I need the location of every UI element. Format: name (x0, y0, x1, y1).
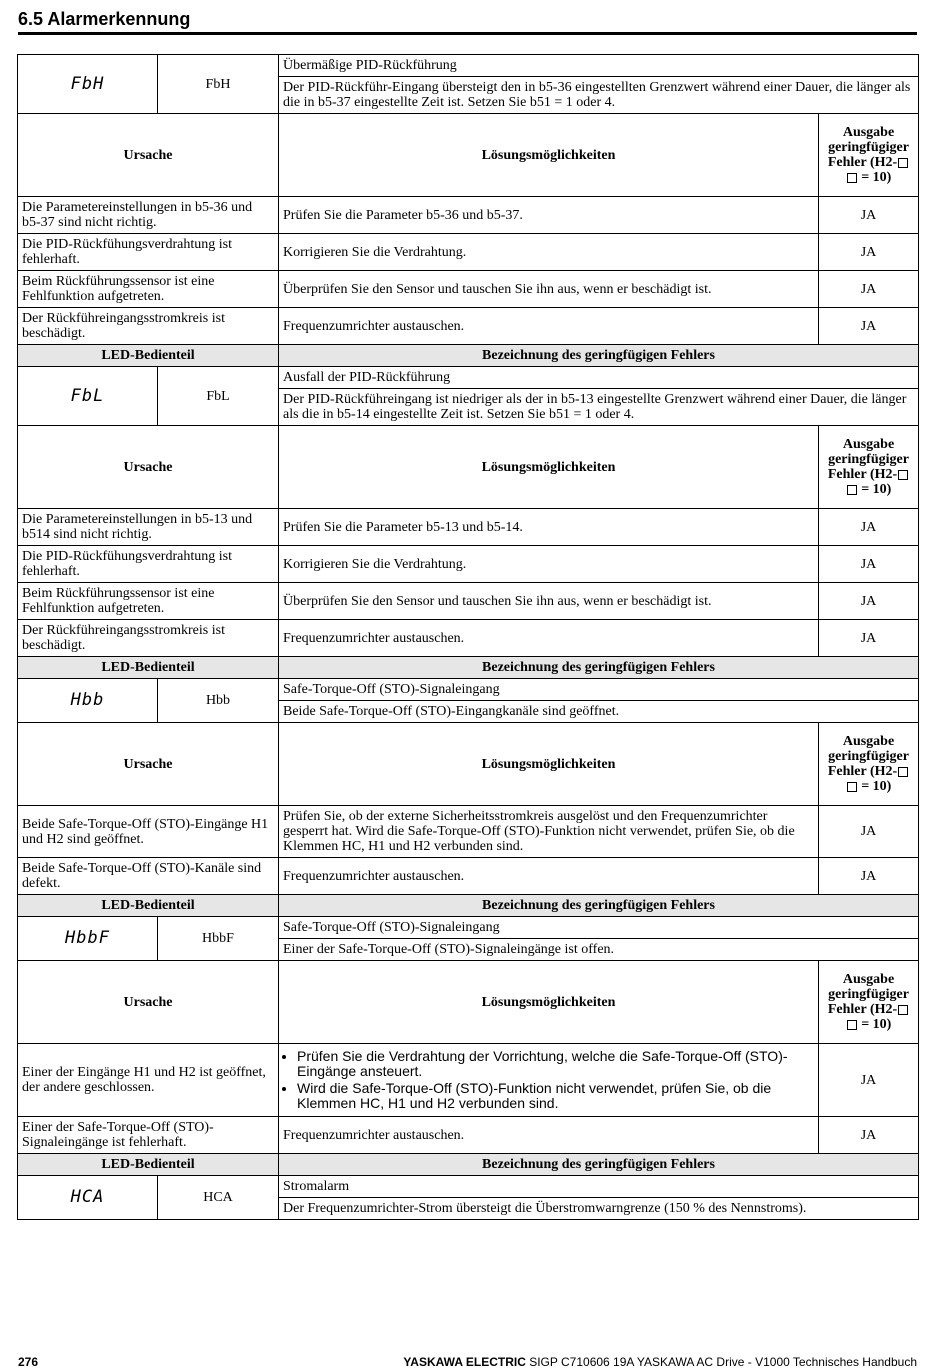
alarm-description: Der Frequenzumrichter-Strom übersteigt die Überstromwarngrenze (150 % des Nennstroms). (279, 1198, 919, 1220)
alarm-table (17, 54, 919, 1220)
cause-row (18, 546, 919, 583)
alarm-code: HCA (158, 1176, 279, 1220)
remedy-bullet: • Prüfen Sie die Verdrahtung der Vorrichtung, welche die Safe-Torque-Off (STO)-Eingänge ansteuert. (297, 1049, 814, 1079)
alarm-code: HbbF (158, 917, 279, 961)
placeholder-box-icon (847, 485, 857, 495)
output-value: JA (819, 308, 919, 345)
section-header-row (18, 1154, 919, 1176)
output-value: JA (819, 583, 919, 620)
cause-text: Die PID-Rückfühungsverdrahtung ist fehlerhaft. (18, 546, 279, 583)
section-title: 6.5 Alarmerkennung (18, 9, 191, 29)
page-number: 276 (18, 1355, 39, 1369)
cause-text: Einer der Safe-Torque-Off (STO)-Signaleingänge ist fehlerhaft. (18, 1117, 279, 1154)
alarm-name: Übermäßige PID-Rückführung (279, 55, 919, 77)
led-panel-header: LED-Bedienteil (18, 657, 279, 679)
remedy-text: Überprüfen Sie den Sensor und tauschen Sie ihn aus, wenn er beschädigt ist. (279, 271, 819, 308)
section-header-row (18, 657, 919, 679)
cause-header-row (18, 723, 919, 806)
cause-text: Beim Rückführungssensor ist eine Fehlfunktion aufgetreten. (18, 271, 279, 308)
cause-row (18, 620, 919, 657)
remedy-text: Überprüfen Sie den Sensor und tauschen Sie ihn aus, wenn er beschädigt ist. (279, 583, 819, 620)
alarm-code: Hbb (158, 679, 279, 723)
cause-header-row (18, 426, 919, 509)
placeholder-box-icon (898, 158, 908, 168)
cause-row (18, 1117, 919, 1154)
alarm-name: Ausfall der PID-Rückführung (279, 367, 919, 389)
led-display-code: HbbF (18, 917, 158, 961)
remedy-text: Korrigieren Sie die Verdrahtung. (279, 234, 819, 271)
cause-text: Die Parametereinstellungen in b5-36 und b5-37 sind nicht richtig. (18, 197, 279, 234)
header-rule (18, 32, 917, 35)
cause-row (18, 583, 919, 620)
remedy-text (279, 1044, 819, 1117)
cause-text: Der Rückführeingangsstromkreis ist beschädigt. (18, 620, 279, 657)
cause-header-row (18, 114, 919, 197)
alarm-name-row (18, 1176, 919, 1198)
remedy-text: Prüfen Sie die Parameter b5-36 und b5-37. (279, 197, 819, 234)
remedy-text: Prüfen Sie die Parameter b5-13 und b5-14. (279, 509, 819, 546)
remedy-text: Frequenzumrichter austauschen. (279, 858, 819, 895)
cause-row (18, 234, 919, 271)
alarm-name-row (18, 917, 919, 939)
output-value: JA (819, 620, 919, 657)
remedy-header: Lösungsmöglichkeiten (279, 426, 819, 509)
output-header-text: = 10) (857, 1017, 892, 1032)
alarm-name-row (18, 679, 919, 701)
footer-brand: YASKAWA ELECTRIC (403, 1355, 526, 1369)
remedy-header: Lösungsmöglichkeiten (279, 723, 819, 806)
cause-row (18, 308, 919, 345)
cause-text: Einer der Eingänge H1 und H2 ist geöffnet, der andere geschlossen. (18, 1044, 279, 1117)
alarm-code: FbH (158, 55, 279, 114)
fault-name-header: Bezeichnung des geringfügigen Fehlers (279, 1154, 919, 1176)
output-value: JA (819, 858, 919, 895)
led-display-code: FbH (18, 55, 158, 114)
placeholder-box-icon (898, 767, 908, 777)
alarm-name-row (18, 367, 919, 389)
remedy-header: Lösungsmöglichkeiten (279, 114, 819, 197)
alarm-name-row (18, 55, 919, 77)
fault-name-header: Bezeichnung des geringfügigen Fehlers (279, 345, 919, 367)
cause-header: Ursache (18, 961, 279, 1044)
cause-row (18, 509, 919, 546)
placeholder-box-icon (847, 173, 857, 183)
alarm-description: Der PID-Rückführeingang ist niedriger als der in b5-13 eingestellte Grenzwert während einer Dauer, die länger als die in b5-14 eingestellte Zeit ist. Setzen Sie b51 = 1 oder 4. (279, 389, 919, 426)
output-header-text: Ausgabe geringfügiger Fehler (H2- (827, 734, 909, 779)
cause-row (18, 806, 919, 858)
output-header-text: Ausgabe geringfügiger Fehler (H2- (827, 125, 909, 170)
led-display-code: Hbb (18, 679, 158, 723)
cause-row (18, 1044, 919, 1117)
output-header (819, 723, 919, 806)
cause-text: Beide Safe-Torque-Off (STO)-Kanäle sind defekt. (18, 858, 279, 895)
page-header (18, 8, 917, 35)
output-value: JA (819, 1044, 919, 1117)
cause-text: Beide Safe-Torque-Off (STO)-Eingänge H1 und H2 sind geöffnet. (18, 806, 279, 858)
fault-name-header: Bezeichnung des geringfügigen Fehlers (279, 895, 919, 917)
output-header-text: Ausgabe geringfügiger Fehler (H2- (827, 437, 909, 482)
output-header (819, 961, 919, 1044)
cause-text: Die Parametereinstellungen in b5-13 und b514 sind nicht richtig. (18, 509, 279, 546)
cause-header-row (18, 961, 919, 1044)
remedy-text: Frequenzumrichter austauschen. (279, 308, 819, 345)
cause-text: Beim Rückführungssensor ist eine Fehlfunktion aufgetreten. (18, 583, 279, 620)
alarm-name: Safe-Torque-Off (STO)-Signaleingang (279, 679, 919, 701)
output-header-text: = 10) (857, 482, 892, 497)
led-panel-header: LED-Bedienteil (18, 895, 279, 917)
alarm-name: Safe-Torque-Off (STO)-Signaleingang (279, 917, 919, 939)
output-value: JA (819, 234, 919, 271)
alarm-name: Stromalarm (279, 1176, 919, 1198)
remedy-header: Lösungsmöglichkeiten (279, 961, 819, 1044)
alarm-description: Der PID-Rückführ-Eingang übersteigt den in b5-36 eingestellten Grenzwert während einer Dauer, die länger als die in b5-37 eingestellte Zeit ist. Setzen Sie b51 = 1 oder 4. (279, 77, 919, 114)
remedy-bullet-list (283, 1049, 814, 1111)
remedy-text: Frequenzumrichter austauschen. (279, 620, 819, 657)
cause-header: Ursache (18, 723, 279, 806)
remedy-text: Korrigieren Sie die Verdrahtung. (279, 546, 819, 583)
output-header-text: = 10) (857, 779, 892, 794)
output-value: JA (819, 546, 919, 583)
fault-name-header: Bezeichnung des geringfügigen Fehlers (279, 657, 919, 679)
output-header-text: = 10) (857, 170, 892, 185)
output-header-text: Ausgabe geringfügiger Fehler (H2- (827, 972, 909, 1017)
remedy-text: Frequenzumrichter austauschen. (279, 1117, 819, 1154)
section-header-row (18, 345, 919, 367)
output-value: JA (819, 197, 919, 234)
output-header (819, 114, 919, 197)
remedy-bullet: • Wird die Safe-Torque-Off (STO)-Funktion nicht verwendet, prüfen Sie, ob die Klemmen HC, H1 und H2 verbunden sind. (297, 1081, 814, 1111)
output-value: JA (819, 509, 919, 546)
led-panel-header: LED-Bedienteil (18, 345, 279, 367)
cause-text: Die PID-Rückfühungsverdrahtung ist fehlerhaft. (18, 234, 279, 271)
cause-row (18, 271, 919, 308)
footer-doc-info (403, 1355, 917, 1369)
output-value: JA (819, 271, 919, 308)
alarm-code: FbL (158, 367, 279, 426)
cause-row (18, 858, 919, 895)
placeholder-box-icon (898, 1005, 908, 1015)
cause-row (18, 197, 919, 234)
led-display-code: FbL (18, 367, 158, 426)
section-header-row (18, 895, 919, 917)
output-value: JA (819, 1117, 919, 1154)
cause-text: Der Rückführeingangsstromkreis ist beschädigt. (18, 308, 279, 345)
cause-header: Ursache (18, 114, 279, 197)
remedy-text: Prüfen Sie, ob der externe Sicherheitsstromkreis ausgelöst und den Frequenzumrichter gesperrt hat. Wird die Safe-Torque-Off (STO)-Funktion nicht verwendet, prüfen Sie, ob die Klemmen HC, H1 und H2 verbunden sind. (279, 806, 819, 858)
alarm-description: Beide Safe-Torque-Off (STO)-Eingangkanäle sind geöffnet. (279, 701, 919, 723)
placeholder-box-icon (898, 470, 908, 480)
led-panel-header: LED-Bedienteil (18, 1154, 279, 1176)
led-display-code: HCA (18, 1176, 158, 1220)
output-header (819, 426, 919, 509)
footer-doc-title: SIGP C710606 19A YASKAWA AC Drive - V1000 Technisches Handbuch (525, 1355, 917, 1369)
alarm-description: Einer der Safe-Torque-Off (STO)-Signaleingänge ist offen. (279, 939, 919, 961)
cause-header: Ursache (18, 426, 279, 509)
placeholder-box-icon (847, 1020, 857, 1030)
placeholder-box-icon (847, 782, 857, 792)
output-value: JA (819, 806, 919, 858)
